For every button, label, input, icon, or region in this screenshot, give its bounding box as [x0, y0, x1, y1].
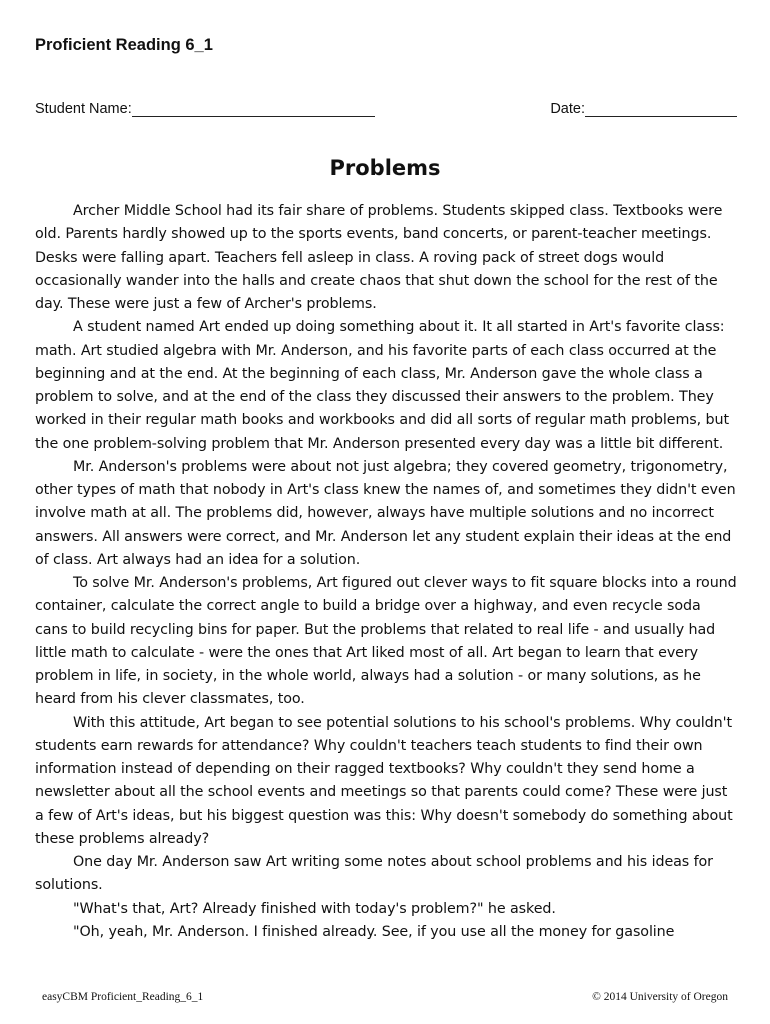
date-label: Date: — [550, 101, 585, 117]
paragraph: With this attitude, Art began to see potential solutions to his school's problems. Why couldn't students earn rewards for attendance? Why couldn't teachers teach students to find their own information instead of depending on their ragged textbooks? Why couldn't they send home a newsletter about all the school events and meetings so that parents could come? These were just a few of Art's ideas, but his biggest question was this: Why doesn't somebody do something about these problems already? — [35, 714, 733, 847]
footer-copyright: © 2014 University of Oregon — [592, 991, 728, 1003]
paragraph: A student named Art ended up doing something about it. It all started in Art's favorite class: math. Art studied algebra with Mr. Anderson, and his favorite parts of each class occurred at the beginning and at the end. At the beginning of each class, Mr. Anderson gave the whole class a problem to solve, and at the end of the class they discussed their answers to the problem. They worked in their regular math books and workbooks and did all sorts of regular math problems, but the one problem-solving problem that Mr. Anderson presented every day was a little bit different. — [35, 319, 729, 452]
worksheet-title: Proficient Reading 6_1 — [35, 36, 213, 54]
footer-source: easyCBM Proficient_Reading_6_1 — [42, 991, 204, 1003]
passage-body — [35, 200, 737, 944]
paragraph: Mr. Anderson's problems were about not just algebra; they covered geometry, trigonometry, other types of math that nobody in Art's class knew the names of, and sometimes they didn't even involve math at all. The problems did, however, always have multiple solutions and no incorrect answers. All answers were correct, and Mr. Anderson let any student explain their ideas at the end of class. Art always had an idea for a solution. — [35, 458, 736, 568]
student-name-label: Student Name: — [35, 101, 132, 117]
date-field — [550, 100, 737, 117]
student-name-field — [35, 100, 375, 117]
date-blank[interactable] — [585, 100, 737, 117]
paragraph: To solve Mr. Anderson's problems, Art figured out clever ways to fit square blocks into a round container, calculate the correct angle to build a bridge over a highway, and even recycle soda cans to build recycling bins for paper. But the problems that related to real life - and usually had little math to calculate - were the ones that Art liked most of all. Art began to learn that every problem in life, in society, in the whole world, always had a solution - or many solutions, as he heard from his clever classmates, too. — [35, 575, 737, 708]
paragraph: "What's that, Art? Already finished with today's problem?" he asked. — [73, 900, 556, 917]
student-name-blank[interactable] — [132, 100, 375, 117]
paragraph: Archer Middle School had its fair share of problems. Students skipped class. Textbooks were old. Parents hardly showed up to the sports events, band concerts, or parent-teacher meetings. Desks were falling apart. Teachers fell asleep in class. A roving pack of street dogs would occasionally wander into the halls and create chaos that shut down the school for the rest of the day. These were just a few of Archer's problems. — [35, 203, 723, 312]
student-info-row — [35, 100, 737, 124]
paragraph: "Oh, yeah, Mr. Anderson. I finished already. See, if you use all the money for gasoline — [73, 923, 675, 940]
paragraph: One day Mr. Anderson saw Art writing some notes about school problems and his ideas for solutions. — [35, 854, 713, 894]
passage-title: Problems — [329, 156, 441, 180]
